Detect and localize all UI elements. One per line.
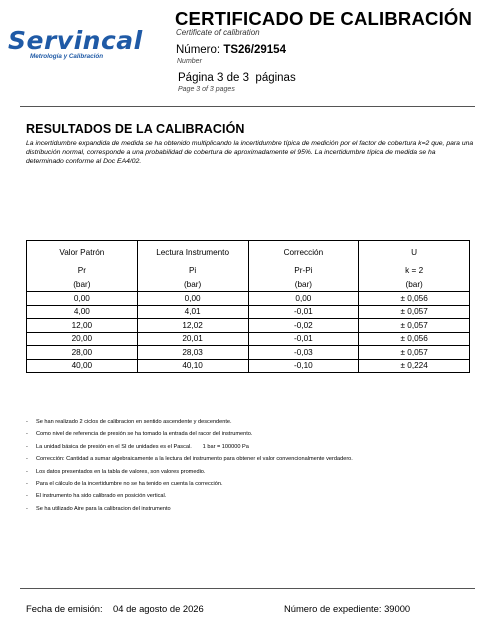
column-header: Corrección	[248, 241, 359, 264]
table-cell: ± 0,056	[359, 332, 470, 346]
table-row	[27, 305, 470, 319]
note-item: - Corrección: Cantidad a sumar algebraicamente a la lectura del instrumento para obtener el valor convencionalmente verdadero.	[26, 456, 353, 463]
table-cell: 20,01	[137, 332, 248, 346]
note-item: - La unidad básica de presión en el SI de unidades es el Pascal. 1 bar = 100000 Pa	[26, 443, 249, 450]
column-unit: (bar)	[248, 277, 359, 292]
column-header: Valor Patrón	[27, 241, 138, 264]
table-cell: -0,01	[248, 305, 359, 319]
column-unit: (bar)	[27, 277, 138, 292]
column-symbol: Pi	[137, 263, 248, 277]
note-item: - Se ha utilizado Aire para la calibracion del instrumento	[26, 505, 171, 512]
table-row	[27, 319, 470, 333]
notes-list	[26, 416, 353, 515]
table-symbol-row	[27, 263, 470, 277]
table-cell: 40,10	[137, 359, 248, 373]
note-item: - Para el cálculo de la incertidumbre no se ha tenido en cuenta la corrección.	[26, 481, 223, 488]
table-cell: 28,00	[27, 346, 138, 360]
uncertainty-note: La incertidumbre expandida de medida se ha obtenido multiplicando la incertidumbre típica de medición por el factor de cobertura k=2 que, para una distribución normal, corresponde a una probabilidad de cobertura de aproximadamente el 95%. La incertidumbre típica de medida se ha determinado conforme al Doc EA4/02.	[26, 140, 474, 165]
table-cell: -0,03	[248, 346, 359, 360]
file-number	[284, 603, 410, 614]
page-indicator	[178, 72, 296, 84]
table-cell: 12,00	[27, 319, 138, 333]
file-number-value: 39000	[384, 603, 411, 614]
page-word: páginas	[255, 72, 296, 84]
certificate-title: CERTIFICADO DE CALIBRACIÓN	[175, 8, 473, 29]
table-cell: 4,01	[137, 305, 248, 319]
table-cell: 4,00	[27, 305, 138, 319]
column-header: Lectura Instrumento	[137, 241, 248, 264]
table-cell: 0,00	[27, 292, 138, 306]
table-cell: -0,01	[248, 332, 359, 346]
number-label-english: Number	[177, 58, 202, 65]
table-cell: ± 0,057	[359, 319, 470, 333]
logo-tagline: Metrología y Calibración	[30, 53, 104, 60]
table-row	[27, 292, 470, 306]
table-cell: 40,00	[27, 359, 138, 373]
table-row	[27, 332, 470, 346]
table-cell: 0,00	[248, 292, 359, 306]
certificate-title-english: Certificate of calibration	[176, 28, 260, 37]
column-symbol: Pr-Pi	[248, 263, 359, 277]
issue-date-value: 04 de agosto de 2026	[113, 603, 204, 614]
page-current: 3	[217, 72, 224, 84]
results-table	[26, 240, 470, 373]
logo-name: Servincal	[8, 26, 143, 55]
certificate-number	[176, 44, 286, 56]
results-title: RESULTADOS DE LA CALIBRACIÓN	[26, 122, 245, 136]
page-total: 3	[242, 72, 250, 84]
table-cell: -0,02	[248, 319, 359, 333]
table-cell: ± 0,224	[359, 359, 470, 373]
column-header: U	[359, 241, 470, 264]
note-item: - Como nivel de referencia de presión se ha tomado la entrada del racor del instrumento.	[26, 431, 253, 438]
table-cell: ± 0,057	[359, 305, 470, 319]
issue-date	[26, 603, 204, 614]
number-value: TS26/29154	[223, 44, 286, 56]
table-cell: ± 0,056	[359, 292, 470, 306]
table-row	[27, 346, 470, 360]
table-cell: 12,02	[137, 319, 248, 333]
company-logo	[8, 26, 143, 60]
header-divider	[20, 106, 475, 107]
page-indicator-english: Page 3 of 3 pages	[178, 86, 235, 93]
table-header-row	[27, 241, 470, 264]
table-cell: 20,00	[27, 332, 138, 346]
footer-divider	[20, 588, 475, 589]
table-row	[27, 359, 470, 373]
note-item: - Los datos presentados en la tabla de valores, son valores promedio.	[26, 468, 206, 475]
note-item: - Se han realizado 2 ciclos de calibracion en sentido ascendente y descendente.	[26, 419, 232, 425]
table-cell: 0,00	[137, 292, 248, 306]
column-symbol: Pr	[27, 263, 138, 277]
issue-date-label: Fecha de emisión:	[26, 603, 103, 614]
number-label: Número:	[176, 44, 221, 56]
table-unit-row	[27, 277, 470, 292]
table-cell: ± 0,057	[359, 346, 470, 360]
column-symbol: k = 2	[359, 263, 470, 277]
column-unit: (bar)	[137, 277, 248, 292]
file-number-label: Número de expediente:	[284, 603, 382, 614]
table-cell: -0,10	[248, 359, 359, 373]
table-cell: 28,03	[137, 346, 248, 360]
note-item: - El instrumento ha sido calibrado en posición vertical.	[26, 493, 167, 500]
page-of: de	[226, 72, 240, 84]
page-label: Página	[178, 72, 214, 84]
column-unit: (bar)	[359, 277, 470, 292]
